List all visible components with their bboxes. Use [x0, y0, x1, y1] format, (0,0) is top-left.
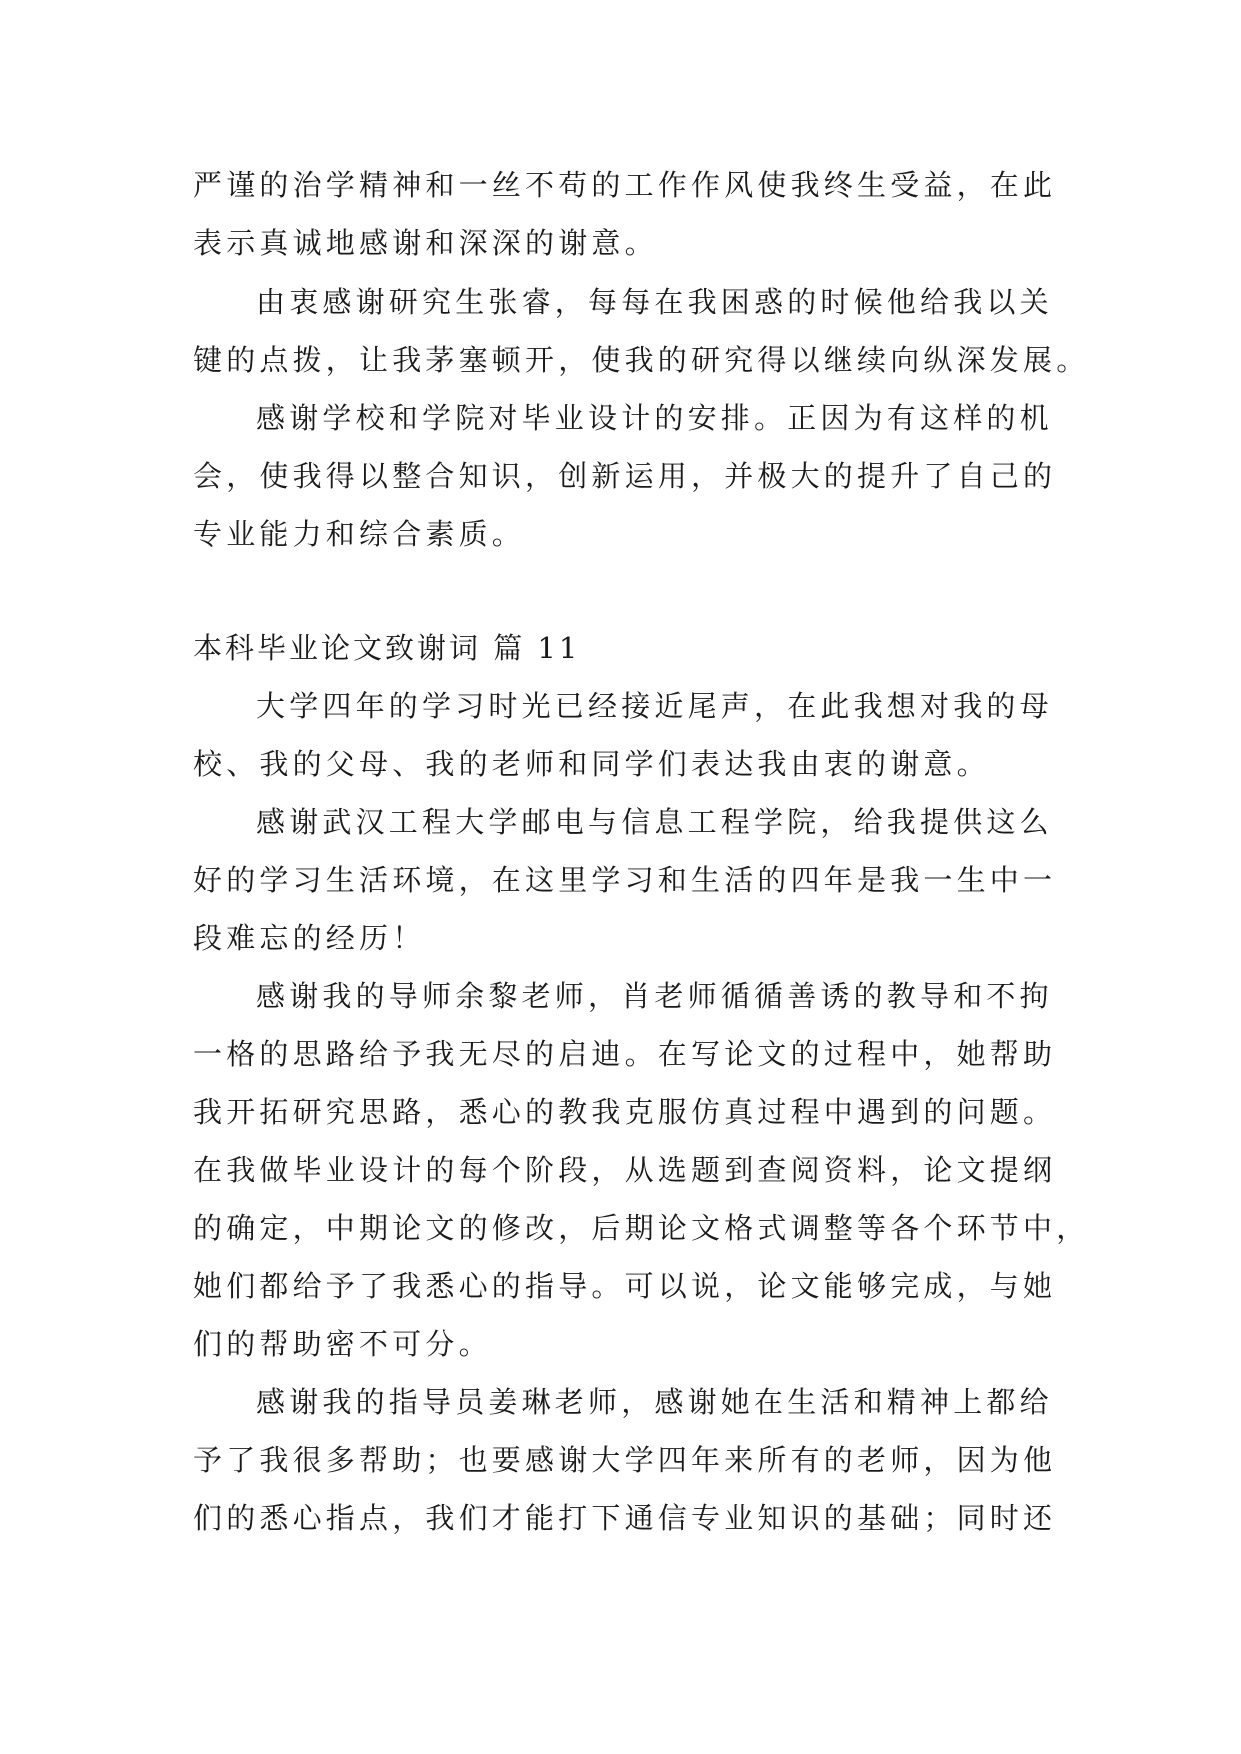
text-line: 由衷感谢研究生张睿，每每在我困惑的时候他给我以关	[256, 285, 1053, 319]
text-line: 的确定，中期论文的修改，后期论文格式调整等各个环节中，	[193, 1211, 1090, 1245]
text-line: 专业能力和综合素质。	[193, 517, 526, 551]
text-line: 感谢我的指导员姜琳老师，感谢她在生活和精神上都给	[256, 1385, 1053, 1419]
text-line: 段难忘的经历！	[193, 921, 426, 955]
text-line: 键的点拨，让我茅塞顿开，使我的研究得以继续向纵深发展。	[193, 343, 1090, 377]
text-line: 感谢我的导师余黎老师，肖老师循循善诱的教导和不拘	[256, 979, 1053, 1013]
text-line: 好的学习生活环境，在这里学习和生活的四年是我一生中一	[193, 863, 1057, 897]
text-line: 在我做毕业设计的每个阶段，从选题到查阅资料，论文提纲	[193, 1153, 1057, 1187]
text-line: 严谨的治学精神和一丝不苟的工作作风使我终生受益，在此	[193, 168, 1057, 202]
text-line: 会，使我得以整合知识，创新运用，并极大的提升了自己的	[193, 459, 1057, 493]
text-line: 们的帮助密不可分。	[193, 1327, 492, 1361]
text-line: 感谢学校和学院对毕业设计的安排。正因为有这样的机	[256, 401, 1053, 435]
text-line: 校、我的父母、我的老师和同学们表达我由衷的谢意。	[193, 747, 990, 781]
text-line: 感谢武汉工程大学邮电与信息工程学院，给我提供这么	[256, 805, 1053, 839]
text-line: 表示真诚地感谢和深深的谢意。	[193, 226, 658, 260]
text-line: 大学四年的学习时光已经接近尾声，在此我想对我的母	[256, 689, 1053, 723]
text-line: 我开拓研究思路，悉心的教我克服仿真过程中遇到的问题。	[193, 1095, 1057, 1129]
text-line: 予了我很多帮助；也要感谢大学四年来所有的老师，因为他	[193, 1443, 1057, 1477]
text-line: 一格的思路给予我无尽的启迪。在写论文的过程中，她帮助	[193, 1037, 1057, 1071]
text-line: 她们都给予了我悉心的指导。可以说，论文能够完成，与她	[193, 1269, 1057, 1303]
section-heading: 本科毕业论文致谢词 篇 11	[193, 631, 581, 665]
text-line: 们的悉心指点，我们才能打下通信专业知识的基础；同时还	[193, 1501, 1057, 1535]
